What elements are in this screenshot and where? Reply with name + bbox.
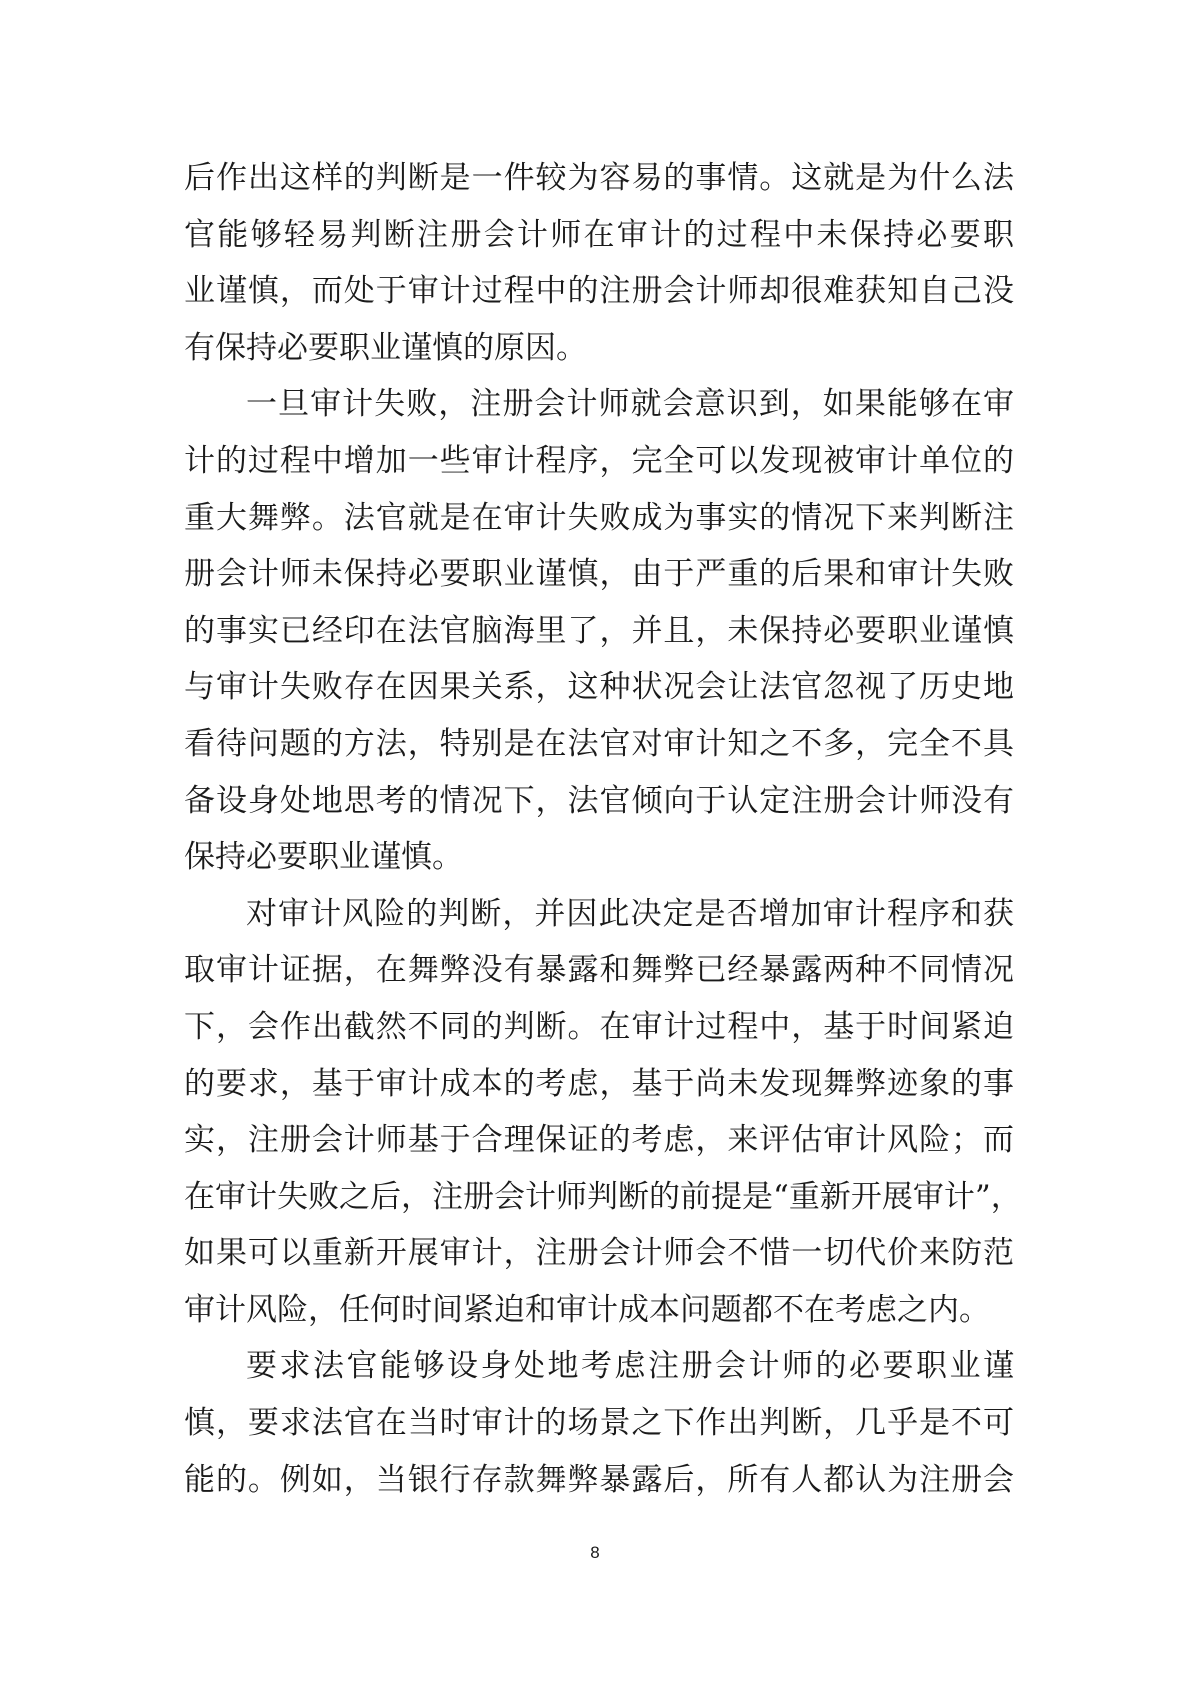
paragraph (184, 376, 1014, 885)
text-line: 与审计失败存在因果关系，这种状况会让法官忽视了历史地 (184, 669, 1014, 706)
paragraph (184, 150, 1014, 376)
text-line: 重大舞弊。法官就是在审计失败成为事实的情况下来判断注 (184, 499, 1014, 536)
text-line: 官能够轻易判断注册会计师在审计的过程中未保持必要职 (184, 216, 1014, 253)
text-line: 的要求，基于审计成本的考虑，基于尚未发现舞弊迹象的事 (184, 1065, 1014, 1102)
page-number: 8 (590, 1543, 600, 1562)
text-line: 取审计证据，在舞弊没有暴露和舞弊已经暴露两种不同情况 (184, 952, 1014, 989)
paragraph (184, 1338, 1014, 1508)
text-line: 的事实已经印在法官脑海里了，并且，未保持必要职业谨慎 (184, 612, 1014, 649)
text-line: 实，注册会计师基于合理保证的考虑，来评估审计风险；而 (184, 1122, 1014, 1159)
text-line: 备设身处地思考的情况下，法官倾向于认定注册会计师没有 (184, 782, 1014, 819)
text-line: 审计风险，任何时间紧迫和审计成本问题都不在考虑之内。 (184, 1291, 990, 1328)
text-line: 慎，要求法官在当时审计的场景之下作出判断，几乎是不可 (184, 1405, 1014, 1442)
text-line: 看待问题的方法，特别是在法官对审计知之不多，完全不具 (184, 725, 1014, 762)
text-line: 业谨慎，而处于审计过程中的注册会计师却很难获知自己没 (184, 273, 1014, 310)
text-line: 后作出这样的判断是一件较为容易的事情。这就是为什么法 (184, 160, 1014, 196)
text-line: 一旦审计失败，注册会计师就会意识到，如果能够在审 (246, 386, 1014, 423)
text-line: 有保持必要职业谨慎的原因。 (184, 329, 587, 366)
text-line: 计的过程中增加一些审计程序，完全可以发现被审计单位的 (184, 442, 1014, 479)
text-line: 能的。例如，当银行存款舞弊暴露后，所有人都认为注册会 (184, 1461, 1014, 1498)
text-line: 要求法官能够设身处地考虑注册会计师的必要职业谨 (246, 1348, 1014, 1385)
text-line: 保持必要职业谨慎。 (184, 839, 463, 876)
text-line: 如果可以重新开展审计，注册会计师会不惜一切代价来防范 (184, 1235, 1014, 1272)
text-line: 册会计师未保持必要职业谨慎，由于严重的后果和审计失败 (184, 556, 1014, 593)
text-line: 下，会作出截然不同的判断。在审计过程中，基于时间紧迫 (184, 1008, 1014, 1045)
text-line: 对审计风险的判断，并因此决定是否增加审计程序和获 (246, 895, 1014, 932)
body-text (184, 150, 1022, 1508)
paragraph (184, 886, 1022, 1339)
text-line: 在审计失败之后，注册会计师判断的前提是“重新开展审计”， (184, 1178, 1022, 1215)
